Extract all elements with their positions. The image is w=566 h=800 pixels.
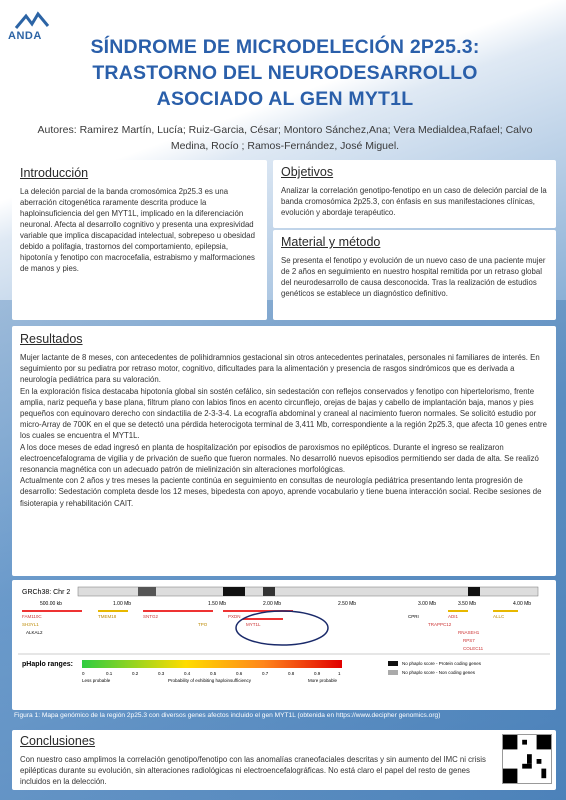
gene-label: ALKAL2 bbox=[26, 630, 43, 635]
resultados-p2: En la exploración física destacaba hipotonía global sin sostén cefálico, sin sedestación con reflejos conservados y fenotipo con hipertelorismo, frente amplia, nariz pequeña y base plana, filtrum plano con labios finos en acento circunflejo, orejas de bajas y cabello de implantación baja, manos y pies pequeños con equinovaro derecho con sindactilia de 2-3-3-4. La ecografía abdominal y craneal al nacimiento fueron normales. Se solicitó estudio por micro-Array de 700K en el que se detectó una pérdida heterocigota terminal de 3,411 Mb, correspondiente a la región 2p25.3, que afecta 10 genes entre los cuales se encuentra el MYT1L. bbox=[20, 386, 547, 441]
svg-text:0.6: 0.6 bbox=[236, 671, 243, 676]
objetivos-section bbox=[273, 160, 556, 228]
phaplo-mid: Probability of exhibiting haploinsufficiency bbox=[168, 678, 251, 683]
gene-label: RPS7 bbox=[463, 638, 475, 643]
legend-noncoding: No phaplo score - Non coding genes bbox=[402, 670, 476, 675]
genome-map bbox=[18, 584, 550, 706]
gene-label: MYT1L bbox=[246, 622, 261, 627]
svg-text:0: 0 bbox=[82, 671, 85, 676]
gene-label: ADI1 bbox=[448, 614, 459, 619]
legend-swatch-noncoding bbox=[388, 670, 398, 675]
intro-section bbox=[12, 160, 267, 320]
gene-bar bbox=[98, 610, 128, 612]
gene-bar bbox=[243, 618, 283, 620]
scale-6: 3.50 Mb bbox=[458, 601, 477, 607]
gene-bar bbox=[143, 610, 213, 612]
band-dark bbox=[138, 587, 156, 596]
svg-text:0.9: 0.9 bbox=[314, 671, 321, 676]
scale-4: 2.50 Mb bbox=[338, 601, 357, 607]
scale-7: 4.00 Mb bbox=[513, 601, 532, 607]
centromere bbox=[263, 587, 275, 596]
phaplo-label: pHaplo ranges: bbox=[22, 661, 73, 668]
scale-2: 1.50 Mb bbox=[208, 601, 227, 607]
figure-caption: Figura 1: Mapa genómico de la región 2p25.3 con diversos genes afectos incluido el gen MYT1L (obtenida en https://www.decipher genomics.org) bbox=[14, 712, 441, 719]
gene-label: SH3YL1 bbox=[22, 622, 39, 627]
gene-label: ALLC bbox=[493, 614, 505, 619]
scale-5: 3.00 Mb bbox=[418, 601, 437, 607]
resultados-p4: Actualmente con 2 años y tres meses la paciente continúa en seguimiento en consultas de neurología pediátrica presentando lenta progresión de desarrollo: Sedestación completa desde los 12 meses, bipedesta con apoyo, aprende vocabulario y tiene buena interacción social. Recibe sesiones de fisioterapia y rehabilitación CAIT. bbox=[20, 476, 542, 508]
qr-code-icon[interactable] bbox=[502, 734, 552, 784]
svg-text:0.8: 0.8 bbox=[288, 671, 295, 676]
resultados-heading: Resultados bbox=[20, 332, 83, 346]
intro-heading: Introducción bbox=[20, 166, 89, 180]
gene-bar bbox=[22, 610, 82, 612]
conclusiones-section bbox=[12, 730, 556, 790]
objetivos-text: Analizar la correlación genotipo-fenotipo en un caso de deleción parcial de la banda cromosómica 2p25.3, con énfasis en sus manifestaciones clínicas, evolución y abordaje terapéutico. bbox=[281, 186, 547, 217]
gene-label: COLEC11 bbox=[463, 646, 484, 651]
resultados-section bbox=[12, 326, 556, 576]
resultados-p1: Mujer lactante de 8 meses, con antecedentes de polihidramnios gestacional sin otros antecedentes perinatales, personales ni familiares de interés. En seguimiento por su pediatra por retraso motor, cognitivo, dificultades para la alimentación y presencia de rasgos sindrómicos que es derivada a neurología pediátrica para su valoración. bbox=[20, 353, 540, 385]
gene-label: RNASEH1 bbox=[458, 630, 480, 635]
logo-text: ANDA bbox=[8, 30, 42, 42]
phaplo-less: Less probable bbox=[82, 678, 111, 683]
svg-text:0.5: 0.5 bbox=[210, 671, 217, 676]
gene-label: SNTG2 bbox=[143, 614, 159, 619]
gene-label: TPO bbox=[198, 622, 208, 627]
phaplo-gradient bbox=[82, 660, 342, 668]
metodo-heading: Material y método bbox=[281, 235, 381, 249]
svg-text:0.4: 0.4 bbox=[184, 671, 191, 676]
conclusiones-heading: Conclusiones bbox=[20, 734, 96, 748]
intro-text: La deleción parcial de la banda cromosómica 2p25.3 es una aberración citogenética raramente descrita produce la haploinsuficiencia del gen MYT1L, implicado en la diferenciación neuronal. Afecta al desarrollo cognitivo y presenta una expresividad variable que implica discapacidad intelectual, sobrepeso u obesidad debido a polifagia, trastornos del comportamiento, epilepsia, hipotonía y fenotipo con macrocefalia, estrabismo y malformaciones de manos y pies. bbox=[20, 187, 255, 273]
scale-0: 500.00 kb bbox=[40, 601, 62, 607]
svg-text:1: 1 bbox=[338, 671, 341, 676]
genome-figure bbox=[12, 580, 556, 710]
phaplo-more: More probable bbox=[308, 678, 338, 683]
legend-protein: No phaplo score - Protein coding genes bbox=[402, 661, 482, 666]
scale-3: 2.00 Mb bbox=[263, 601, 282, 607]
band-dark bbox=[223, 587, 245, 596]
metodo-section bbox=[273, 230, 556, 320]
gene-label: TMEM18 bbox=[98, 614, 117, 619]
poster-title: SÍNDROME DE MICRODELECIÓN 2P25.3: TRASTORNO DEL NEURODESARROLLO ASOCIADO AL GEN MYT1L bbox=[90, 36, 480, 110]
legend-swatch-protein bbox=[388, 661, 398, 666]
svg-text:0.3: 0.3 bbox=[158, 671, 165, 676]
resultados-p3: A los doce meses de edad ingresó en planta de hospitalización por episodios de paroxismos no epilépticos. Durante el ingreso se realizaron electroencefalograma de vigilia y de privación de sueño que fueron normales. No desarrolló nuevos episodios permitiendo ser dada de alta. Se realizó resonancia magnética con un adecuado patrón de mielinización sin alteraciones morfológicas. bbox=[20, 442, 539, 475]
objetivos-heading: Objetivos bbox=[281, 165, 334, 179]
band-dark bbox=[468, 587, 480, 596]
gene-label: FAM110C bbox=[22, 614, 42, 619]
conclusiones-text: Con nuestro caso amplimos la correlación genotipo/fenotipo con las anomalías craneofaciales descritas y sin aumento del IMC ni crisis epilépticas durante su evolución, sin alteraciones radiológicas ni electroencefalográficas. No está claro el papel del resto de genes incluidos en la delección. bbox=[20, 755, 486, 786]
gene-bar bbox=[493, 610, 518, 612]
myt1l-highlight bbox=[236, 611, 328, 645]
svg-text:0.1: 0.1 bbox=[106, 671, 113, 676]
svg-text:0.2: 0.2 bbox=[132, 671, 139, 676]
gene-label: TRAPPC12 bbox=[428, 622, 452, 627]
authors: Autores: Ramirez Martín, Lucía; Ruiz-Garcia, César; Montoro Sánchez,Ana; Vera Medialdea,Rafael; Calvo Medina, Rocío ; Ramos-Fernández, José Miguel. bbox=[37, 124, 533, 152]
gene-label: CPRI bbox=[408, 614, 419, 619]
svg-text:0.7: 0.7 bbox=[262, 671, 269, 676]
chrom-label: GRCh38: Chr 2 bbox=[22, 589, 71, 596]
phaplo-ticks bbox=[82, 671, 341, 676]
gene-label: PXDN bbox=[228, 614, 241, 619]
metodo-text: Se presenta el fenotipo y evolución de un nuevo caso de una paciente mujer de 2 años en seguimiento en nuestro hospital remitida por un retraso global del neurodesarrollo de causa desconocida. Tras la realización de estudios genéticos se establece un diagnóstico definitivo. bbox=[281, 256, 546, 298]
gene-bar bbox=[448, 610, 468, 612]
scale-1: 1.00 Mb bbox=[113, 601, 132, 607]
